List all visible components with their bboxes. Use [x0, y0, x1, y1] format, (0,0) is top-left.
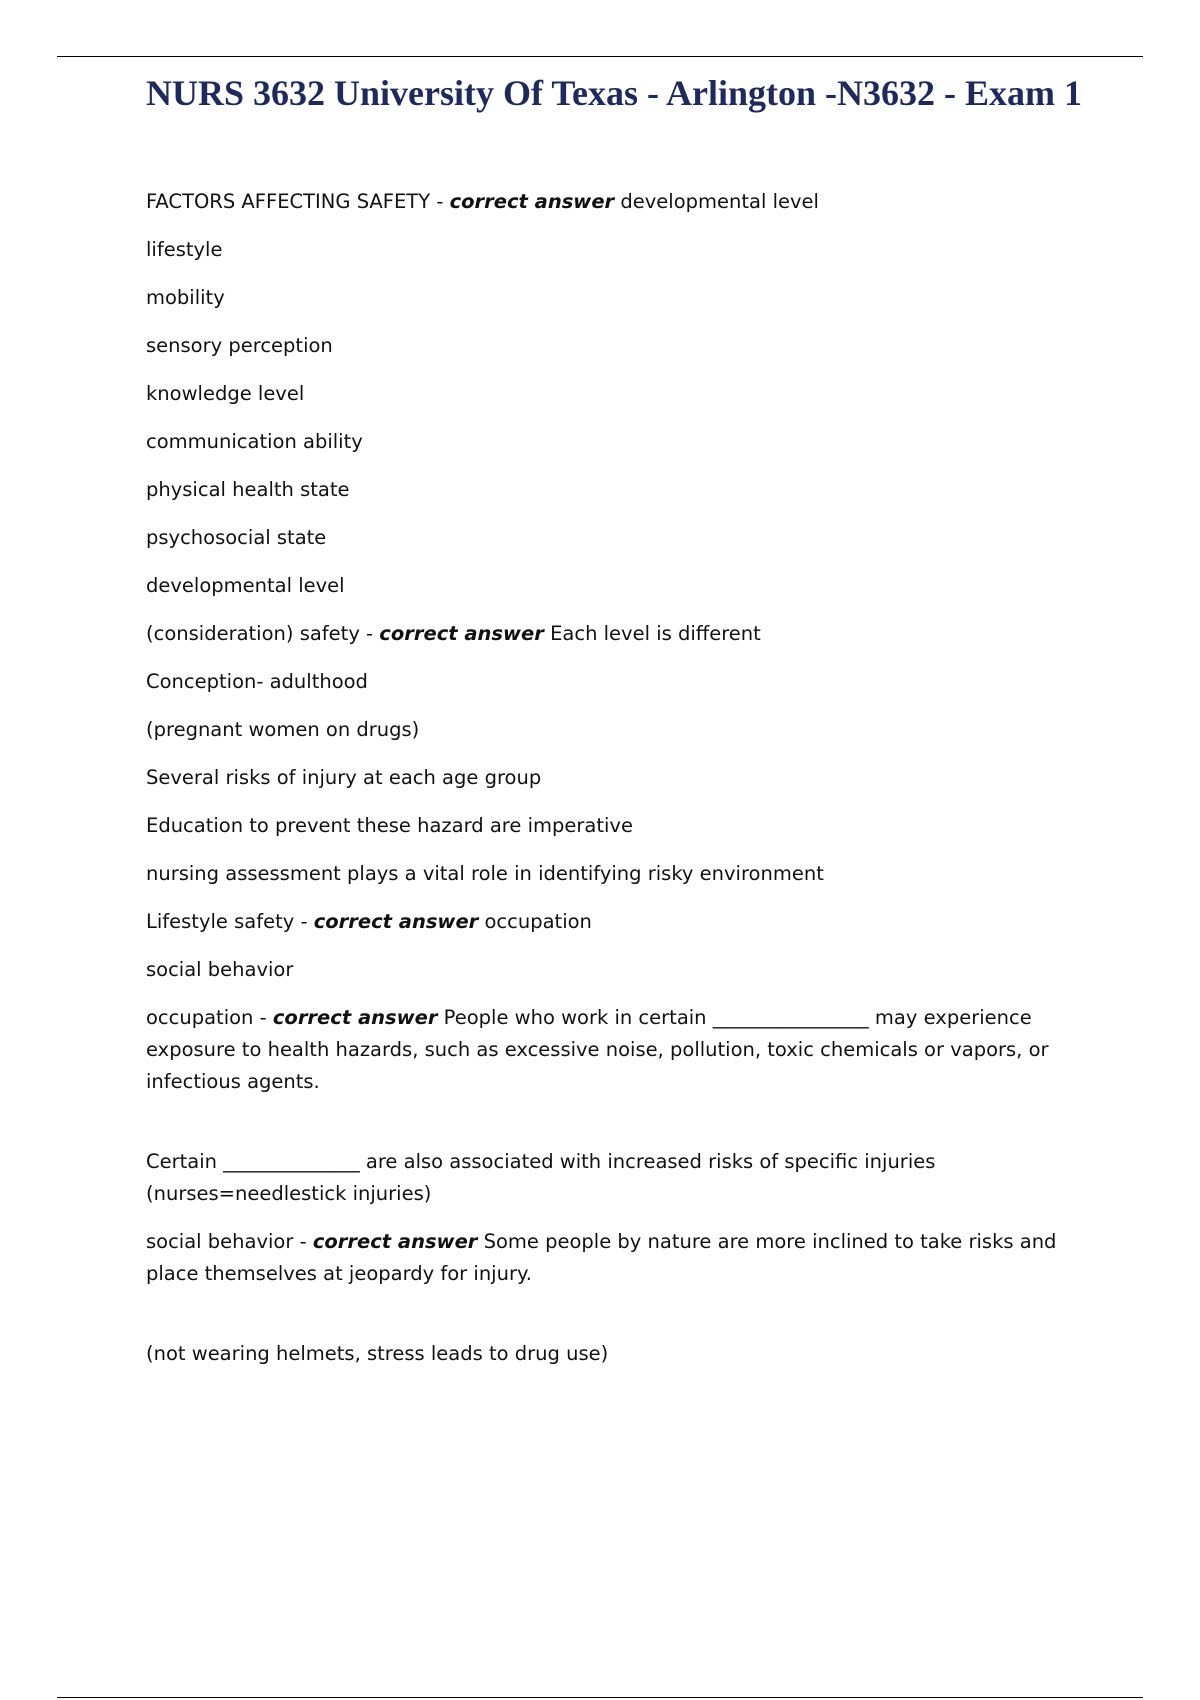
top-rule	[57, 56, 1143, 57]
correct-answer-label: correct answer	[379, 622, 544, 645]
qa-line	[146, 1226, 1066, 1290]
correct-answer-label: correct answer	[313, 910, 479, 933]
term-text: FACTORS AFFECTING SAFETY -	[146, 190, 450, 213]
answer-text: occupation	[478, 910, 592, 933]
text-line: sensory perception	[146, 334, 333, 357]
term-text: Lifestyle safety -	[146, 910, 314, 933]
text-line: nursing assessment plays a vital role in identifying risky environment	[146, 862, 824, 885]
text-line: mobility	[146, 286, 225, 309]
text-line: (not wearing helmets, stress leads to drug use)	[146, 1342, 609, 1365]
term-text: (consideration) safety -	[146, 622, 380, 645]
term-text: social behavior -	[146, 1230, 313, 1253]
document-body	[146, 186, 1066, 1386]
text-line: developmental level	[146, 574, 345, 597]
qa-line	[146, 1002, 1066, 1098]
text-line: social behavior	[146, 958, 294, 981]
bottom-rule	[57, 1697, 1143, 1698]
correct-answer-label: correct answer	[449, 190, 615, 213]
text-line: lifestyle	[146, 238, 223, 261]
text-line: Several risks of injury at each age group	[146, 766, 542, 789]
text-line: communication ability	[146, 430, 363, 453]
answer-text: Some people by nature are more inclined to take risks and place themselves at jeopardy for injury.	[146, 1230, 1057, 1285]
qa-line	[146, 906, 1066, 938]
qa-line	[146, 186, 1066, 218]
text-line: physical health state	[146, 478, 350, 501]
answer-text: People who work in certain ________________ may experience exposure to health hazards, such as excessive noise, pollution, toxic chemicals or vapors, or infectious agents.	[146, 1006, 1049, 1093]
correct-answer-label: correct answer	[272, 1006, 438, 1029]
term-text: occupation -	[146, 1006, 273, 1029]
correct-answer-label: correct answer	[312, 1230, 478, 1253]
text-line: Certain ______________ are also associated with increased risks of specific injuries (nurses=needlestick injuries)	[146, 1150, 936, 1205]
text-line: Education to prevent these hazard are imperative	[146, 814, 633, 837]
text-line: psychosocial state	[146, 526, 327, 549]
document-title: NURS 3632 University Of Texas - Arlington -N3632 - Exam 1	[146, 73, 1083, 113]
text-line: Conception- adulthood	[146, 670, 368, 693]
answer-text: developmental level	[614, 190, 819, 213]
qa-line	[146, 618, 1066, 650]
text-line: (pregnant women on drugs)	[146, 718, 420, 741]
text-line: knowledge level	[146, 382, 305, 405]
answer-text: Each level is different	[543, 622, 761, 645]
